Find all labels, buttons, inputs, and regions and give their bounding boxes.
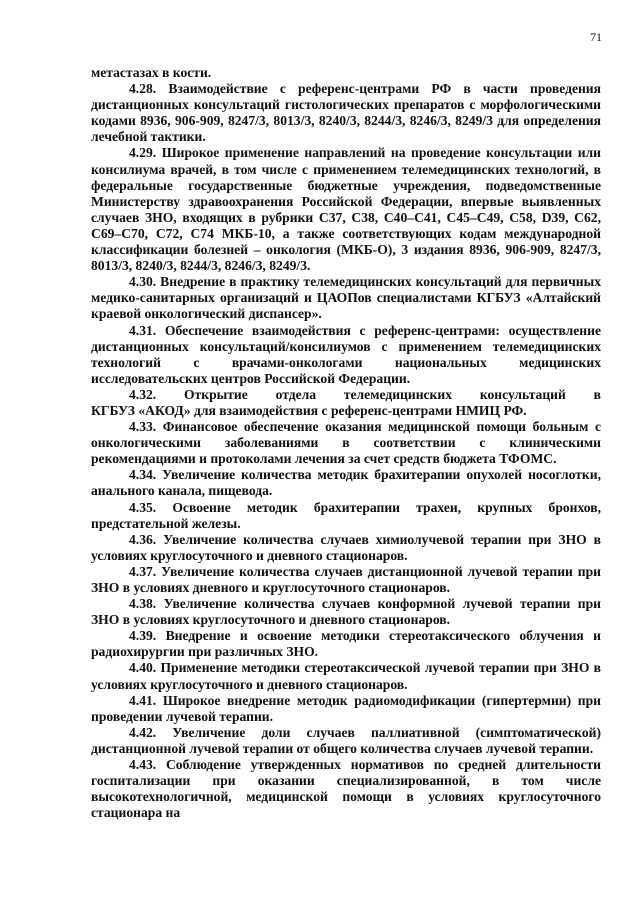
- paragraph-4-36: 4.36. Увеличение количества случаев химиолучевой терапии при ЗНО в условиях круглосуточного и дневного стационаров.: [91, 531, 601, 563]
- paragraph-4-28: 4.28. Взаимодействие с референс-центрами РФ в части проведения дистанционных консультаций гистологических препаратов с морфологическими кодами 8936, 906-909, 8247/3, 8013/3, 8240/3, 8244/3, 8246/3, 8249/3 для определения лечебной тактики.: [91, 81, 601, 145]
- paragraph-4-31: 4.31. Обеспечение взаимодействия с референс-центрами: осуществление дистанционных консультаций/консилиумов с применением телемедицинских технологий с врачами-онкологами национальных медицинских исследовательских центров Российской Федерации.: [91, 322, 601, 386]
- paragraph-4-41: 4.41. Широкое внедрение методик радиомодификации (гипертермии) при проведении лучевой терапии.: [91, 692, 601, 724]
- paragraph-4-32-line-2: КГБУЗ «АКОД» для взаимодействия с референс-центрами НМИЦ РФ.: [91, 402, 527, 418]
- page-number: 71: [590, 30, 602, 44]
- paragraph-4-34: 4.34. Увеличение количества методик брахитерапии опухолей носоглотки, анального канала, пищевода.: [91, 467, 601, 499]
- paragraph-4-33: 4.33. Финансовое обеспечение оказания медицинской помощи больным с онкологическими заболеваниями в соответствии с клиническими рекомендациями и протоколами лечения за счет средств бюджета ТФОМС.: [91, 419, 601, 467]
- paragraph-4-29: 4.29. Широкое применение направлений на проведение консультации или консилиума врачей, в том числе с применением телемедицинских технологий, в федеральные государственные бюджетные учреждения, подведомственные Министерству здравоохранения Российской Федерации, впервые выявленных случаев ЗНО, входящих в рубрики С37, С38, С40–С41, С45–С49, С58, D39, С62, С69–С70, С72, С74 МКБ-10, а также соответствующих кодам международной классификации болезней – онкология (МКБ-О), 3 издания 8936, 906-909, 8247/3, 8013/3, 8240/3, 8244/3, 8246/3, 8249/3.: [91, 145, 601, 274]
- paragraph-4-39: 4.39. Внедрение и освоение методики стереотаксического облучения и радиохирургии при различных ЗНО.: [91, 628, 601, 660]
- paragraph-4-40: 4.40. Применение методики стереотаксической лучевой терапии при ЗНО в условиях круглосуточного и дневного стационаров.: [91, 660, 601, 692]
- paragraph-continuation: метастазах в кости.: [91, 65, 212, 80]
- paragraph-4-42: 4.42. Увеличение доли случаев паллиативной (симптоматической) дистанционной лучевой терапии от общего количества случаев лучевой терапии.: [91, 724, 601, 756]
- body-text: [91, 65, 601, 821]
- paragraph-4-37: 4.37. Увеличение количества случаев дистанционной лучевой терапии при ЗНО в условиях дневного и круглосуточного стационаров.: [91, 563, 601, 595]
- paragraph-4-43: 4.43. Соблюдение утвержденных нормативов по средней длительности госпитализации при оказании специализированной, в том числе высокотехнологичной, медицинской помощи в условиях круглосуточного стационара на: [91, 757, 601, 821]
- paragraph-4-38: 4.38. Увеличение количества случаев конформной лучевой терапии при ЗНО в условиях круглосуточного и дневного стационаров.: [91, 596, 601, 628]
- paragraph-4-30: 4.30. Внедрение в практику телемедицинских консультаций для первичных медико-санитарных организаций и ЦАОПов специалистами КГБУЗ «Алтайский краевой онкологический диспансер».: [91, 274, 601, 322]
- paragraph-4-32-line-1: 4.32. Открытие отдела телемедицинских консультаций в: [129, 386, 601, 402]
- paragraph-4-35: 4.35. Освоение методик брахитерапии трахеи, крупных бронхов, предстательной железы.: [91, 499, 601, 531]
